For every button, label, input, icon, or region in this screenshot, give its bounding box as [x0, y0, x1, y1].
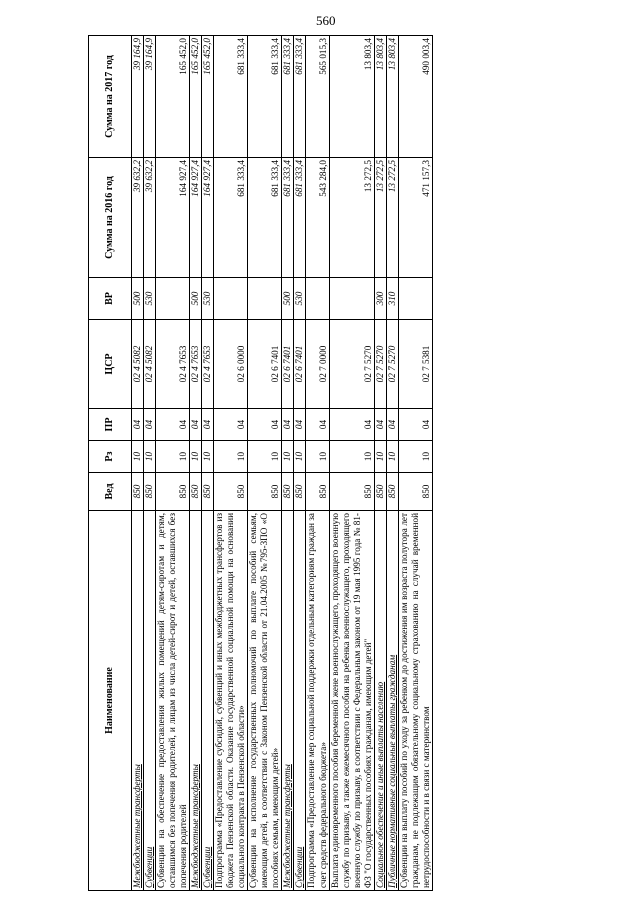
cell-pr: 04	[190, 409, 202, 441]
table-body	[132, 36, 433, 891]
cell-sum-2017: 39 164,9	[144, 36, 156, 158]
cell-vr: 530	[294, 278, 306, 320]
cell-pr: 04	[329, 409, 374, 441]
cell-vr: 530	[144, 278, 156, 320]
page-number: 560	[316, 13, 336, 28]
cell-vr	[329, 278, 374, 320]
cell-sum-2017: 165 452,0	[190, 36, 202, 158]
cell-ved: 850	[282, 473, 294, 511]
header-vr: ВР	[89, 278, 132, 320]
cell-csr: 02 7 5270	[374, 320, 386, 409]
cell-csr: 02 6 7401	[282, 320, 294, 409]
cell-vr: 500	[132, 278, 144, 320]
table-row	[282, 36, 294, 891]
cell-pr: 04	[156, 409, 190, 441]
cell-pr: 04	[294, 409, 306, 441]
cell-sum-2017: 681 333,4	[248, 36, 282, 158]
cell-vr: 310	[386, 278, 398, 320]
table-row	[144, 36, 156, 891]
cell-sum-2016: 164 927,4	[190, 158, 202, 278]
table-row	[202, 36, 214, 891]
cell-ved: 850	[214, 473, 248, 511]
cell-sum-2017: 490 003,4	[398, 36, 432, 158]
table-row	[386, 36, 398, 891]
cell-pr: 04	[248, 409, 282, 441]
budget-table	[88, 35, 433, 891]
cell-name: Субвенции на выплату пособий по уходу за ребенком до достижения им возраста полутора лет гражданам, не подлежащим обязательному социальному страхованию на случай временной нетрудоспособности и в связи с материнством	[398, 511, 432, 891]
header-sum-2016: Сумма на 2016 год	[89, 158, 132, 278]
cell-ved: 850	[306, 473, 329, 511]
cell-csr: 02 6 7401	[248, 320, 282, 409]
cell-ved: 850	[248, 473, 282, 511]
cell-sum-2016: 13 272,5	[374, 158, 386, 278]
cell-csr: 02 4 7653	[190, 320, 202, 409]
table-row	[248, 36, 282, 891]
cell-sum-2016: 681 333,4	[214, 158, 248, 278]
table-row	[190, 36, 202, 891]
cell-sum-2016: 39 632,2	[132, 158, 144, 278]
cell-rz: 10	[398, 441, 432, 473]
header-sum-2017: Сумма на 2017 год	[89, 36, 132, 158]
cell-sum-2017: 681 333,4	[282, 36, 294, 158]
cell-ved: 850	[202, 473, 214, 511]
cell-name: Субвенции на исполнение государственных полномочий по выплате пособий семьям, имеющим детей, в соответствии с Законом Пензенской области от 21.04.2005 №795-ЗПО «О пособиях семьям, имеющим детей»	[248, 511, 282, 891]
cell-ved: 850	[329, 473, 374, 511]
cell-sum-2017: 681 333,4	[294, 36, 306, 158]
cell-vr: 500	[190, 278, 202, 320]
cell-sum-2016: 13 272,5	[386, 158, 398, 278]
cell-sum-2017: 165 452,0	[202, 36, 214, 158]
cell-csr: 02 7 5270	[329, 320, 374, 409]
cell-rz: 10	[190, 441, 202, 473]
header-ved: Вед	[89, 473, 132, 511]
header-csr: ЦСР	[89, 320, 132, 409]
cell-name: Подпрограмма «Предоставление субсидий, субвенций и иных межбюджетных трансфертов из бюджета Пензенской области. Оказание государственной социальной помощи на основании социального контракта в Пензенской области»	[214, 511, 248, 891]
cell-name: Межбюджетные трансферты	[190, 511, 202, 891]
cell-sum-2016: 164 927,4	[202, 158, 214, 278]
cell-vr	[398, 278, 432, 320]
header-pr: ПР	[89, 409, 132, 441]
cell-ved: 850	[398, 473, 432, 511]
cell-name: Субвенции	[202, 511, 214, 891]
cell-name: Выплата единовременного пособия беременной жене военнослужащего, проходящего военную службу по призыву, а также ежемесячного пособия на ребенка военнослужащего, проходящего военную службу по призыву, в соответствии с Федеральным законом от 19 мая 1995 года № 81-ФЗ "О государственных пособиях гражданам, имеющим детей"	[329, 511, 374, 891]
cell-csr: 02 7 5381	[398, 320, 432, 409]
cell-pr: 04	[132, 409, 144, 441]
cell-vr	[156, 278, 190, 320]
cell-rz: 10	[329, 441, 374, 473]
cell-name: Субвенции	[294, 511, 306, 891]
cell-vr: 300	[374, 278, 386, 320]
cell-sum-2017: 13 803,4	[329, 36, 374, 158]
cell-sum-2017: 165 452,0	[156, 36, 190, 158]
table-row	[156, 36, 190, 891]
cell-rz: 10	[282, 441, 294, 473]
cell-ved: 850	[374, 473, 386, 511]
cell-rz: 10	[144, 441, 156, 473]
cell-sum-2016: 543 284,0	[306, 158, 329, 278]
cell-pr: 04	[202, 409, 214, 441]
cell-rz: 10	[306, 441, 329, 473]
table-header-row	[89, 36, 132, 891]
cell-pr: 04	[398, 409, 432, 441]
cell-csr: 02 7 5270	[386, 320, 398, 409]
cell-sum-2016: 681 333,4	[294, 158, 306, 278]
cell-vr: 530	[202, 278, 214, 320]
cell-pr: 04	[374, 409, 386, 441]
cell-sum-2017: 39 164,9	[132, 36, 144, 158]
cell-rz: 10	[294, 441, 306, 473]
cell-sum-2016: 471 157,3	[398, 158, 432, 278]
cell-ved: 850	[144, 473, 156, 511]
header-name: Наименование	[89, 511, 132, 891]
cell-ved: 850	[132, 473, 144, 511]
table-row	[132, 36, 144, 891]
header-rz: Рз	[89, 441, 132, 473]
cell-vr	[214, 278, 248, 320]
cell-sum-2017: 13 803,4	[374, 36, 386, 158]
cell-pr: 04	[144, 409, 156, 441]
rotated-table-container	[88, 36, 550, 891]
table-row	[294, 36, 306, 891]
cell-ved: 850	[294, 473, 306, 511]
cell-name: Социальное обеспечение и иные выплаты населению	[374, 511, 386, 891]
cell-csr: 02 4 5082	[144, 320, 156, 409]
cell-sum-2016: 681 333,4	[282, 158, 294, 278]
cell-vr	[248, 278, 282, 320]
cell-pr: 04	[282, 409, 294, 441]
cell-name: Межбюджетные трансферты	[282, 511, 294, 891]
table-row	[374, 36, 386, 891]
cell-rz: 10	[132, 441, 144, 473]
table-row	[398, 36, 432, 891]
cell-rz: 10	[214, 441, 248, 473]
cell-rz: 10	[202, 441, 214, 473]
cell-rz: 10	[248, 441, 282, 473]
cell-sum-2017: 681 333,4	[214, 36, 248, 158]
cell-sum-2016: 13 272,5	[329, 158, 374, 278]
cell-csr: 02 4 7653	[156, 320, 190, 409]
cell-sum-2016: 681 333,4	[248, 158, 282, 278]
table-row	[214, 36, 248, 891]
cell-name: Подпрограмма «Предоставление мер социальной поддержки отдельным категориям граждан за счет средств федерального бюджета»	[306, 511, 329, 891]
cell-csr: 02 6 0000	[214, 320, 248, 409]
cell-rz: 10	[374, 441, 386, 473]
cell-vr: 500	[282, 278, 294, 320]
cell-rz: 10	[386, 441, 398, 473]
cell-csr: 02 4 7653	[202, 320, 214, 409]
cell-pr: 04	[214, 409, 248, 441]
cell-sum-2016: 164 927,4	[156, 158, 190, 278]
cell-name: Межбюджетные трансферты	[132, 511, 144, 891]
cell-ved: 850	[386, 473, 398, 511]
cell-ved: 850	[190, 473, 202, 511]
cell-vr	[306, 278, 329, 320]
cell-sum-2016: 39 632,2	[144, 158, 156, 278]
cell-csr: 02 6 7401	[294, 320, 306, 409]
cell-pr: 04	[306, 409, 329, 441]
cell-sum-2017: 13 803,4	[386, 36, 398, 158]
cell-pr: 04	[386, 409, 398, 441]
table-row	[306, 36, 329, 891]
cell-name: Публичные нормативные социальные выплаты гражданам	[386, 511, 398, 891]
cell-csr: 02 4 5082	[132, 320, 144, 409]
table-row	[329, 36, 374, 891]
cell-name: Субвенции на обеспечение предоставления жилых помещений детям-сиротам и детям, оставшимся без попечения родителей, и лицам из числа детей-сирот и детей, оставшихся без попечения родителей	[156, 511, 190, 891]
cell-rz: 10	[156, 441, 190, 473]
cell-sum-2017: 565 015,3	[306, 36, 329, 158]
cell-name: Субвенции	[144, 511, 156, 891]
cell-ved: 850	[156, 473, 190, 511]
cell-csr: 02 7 0000	[306, 320, 329, 409]
